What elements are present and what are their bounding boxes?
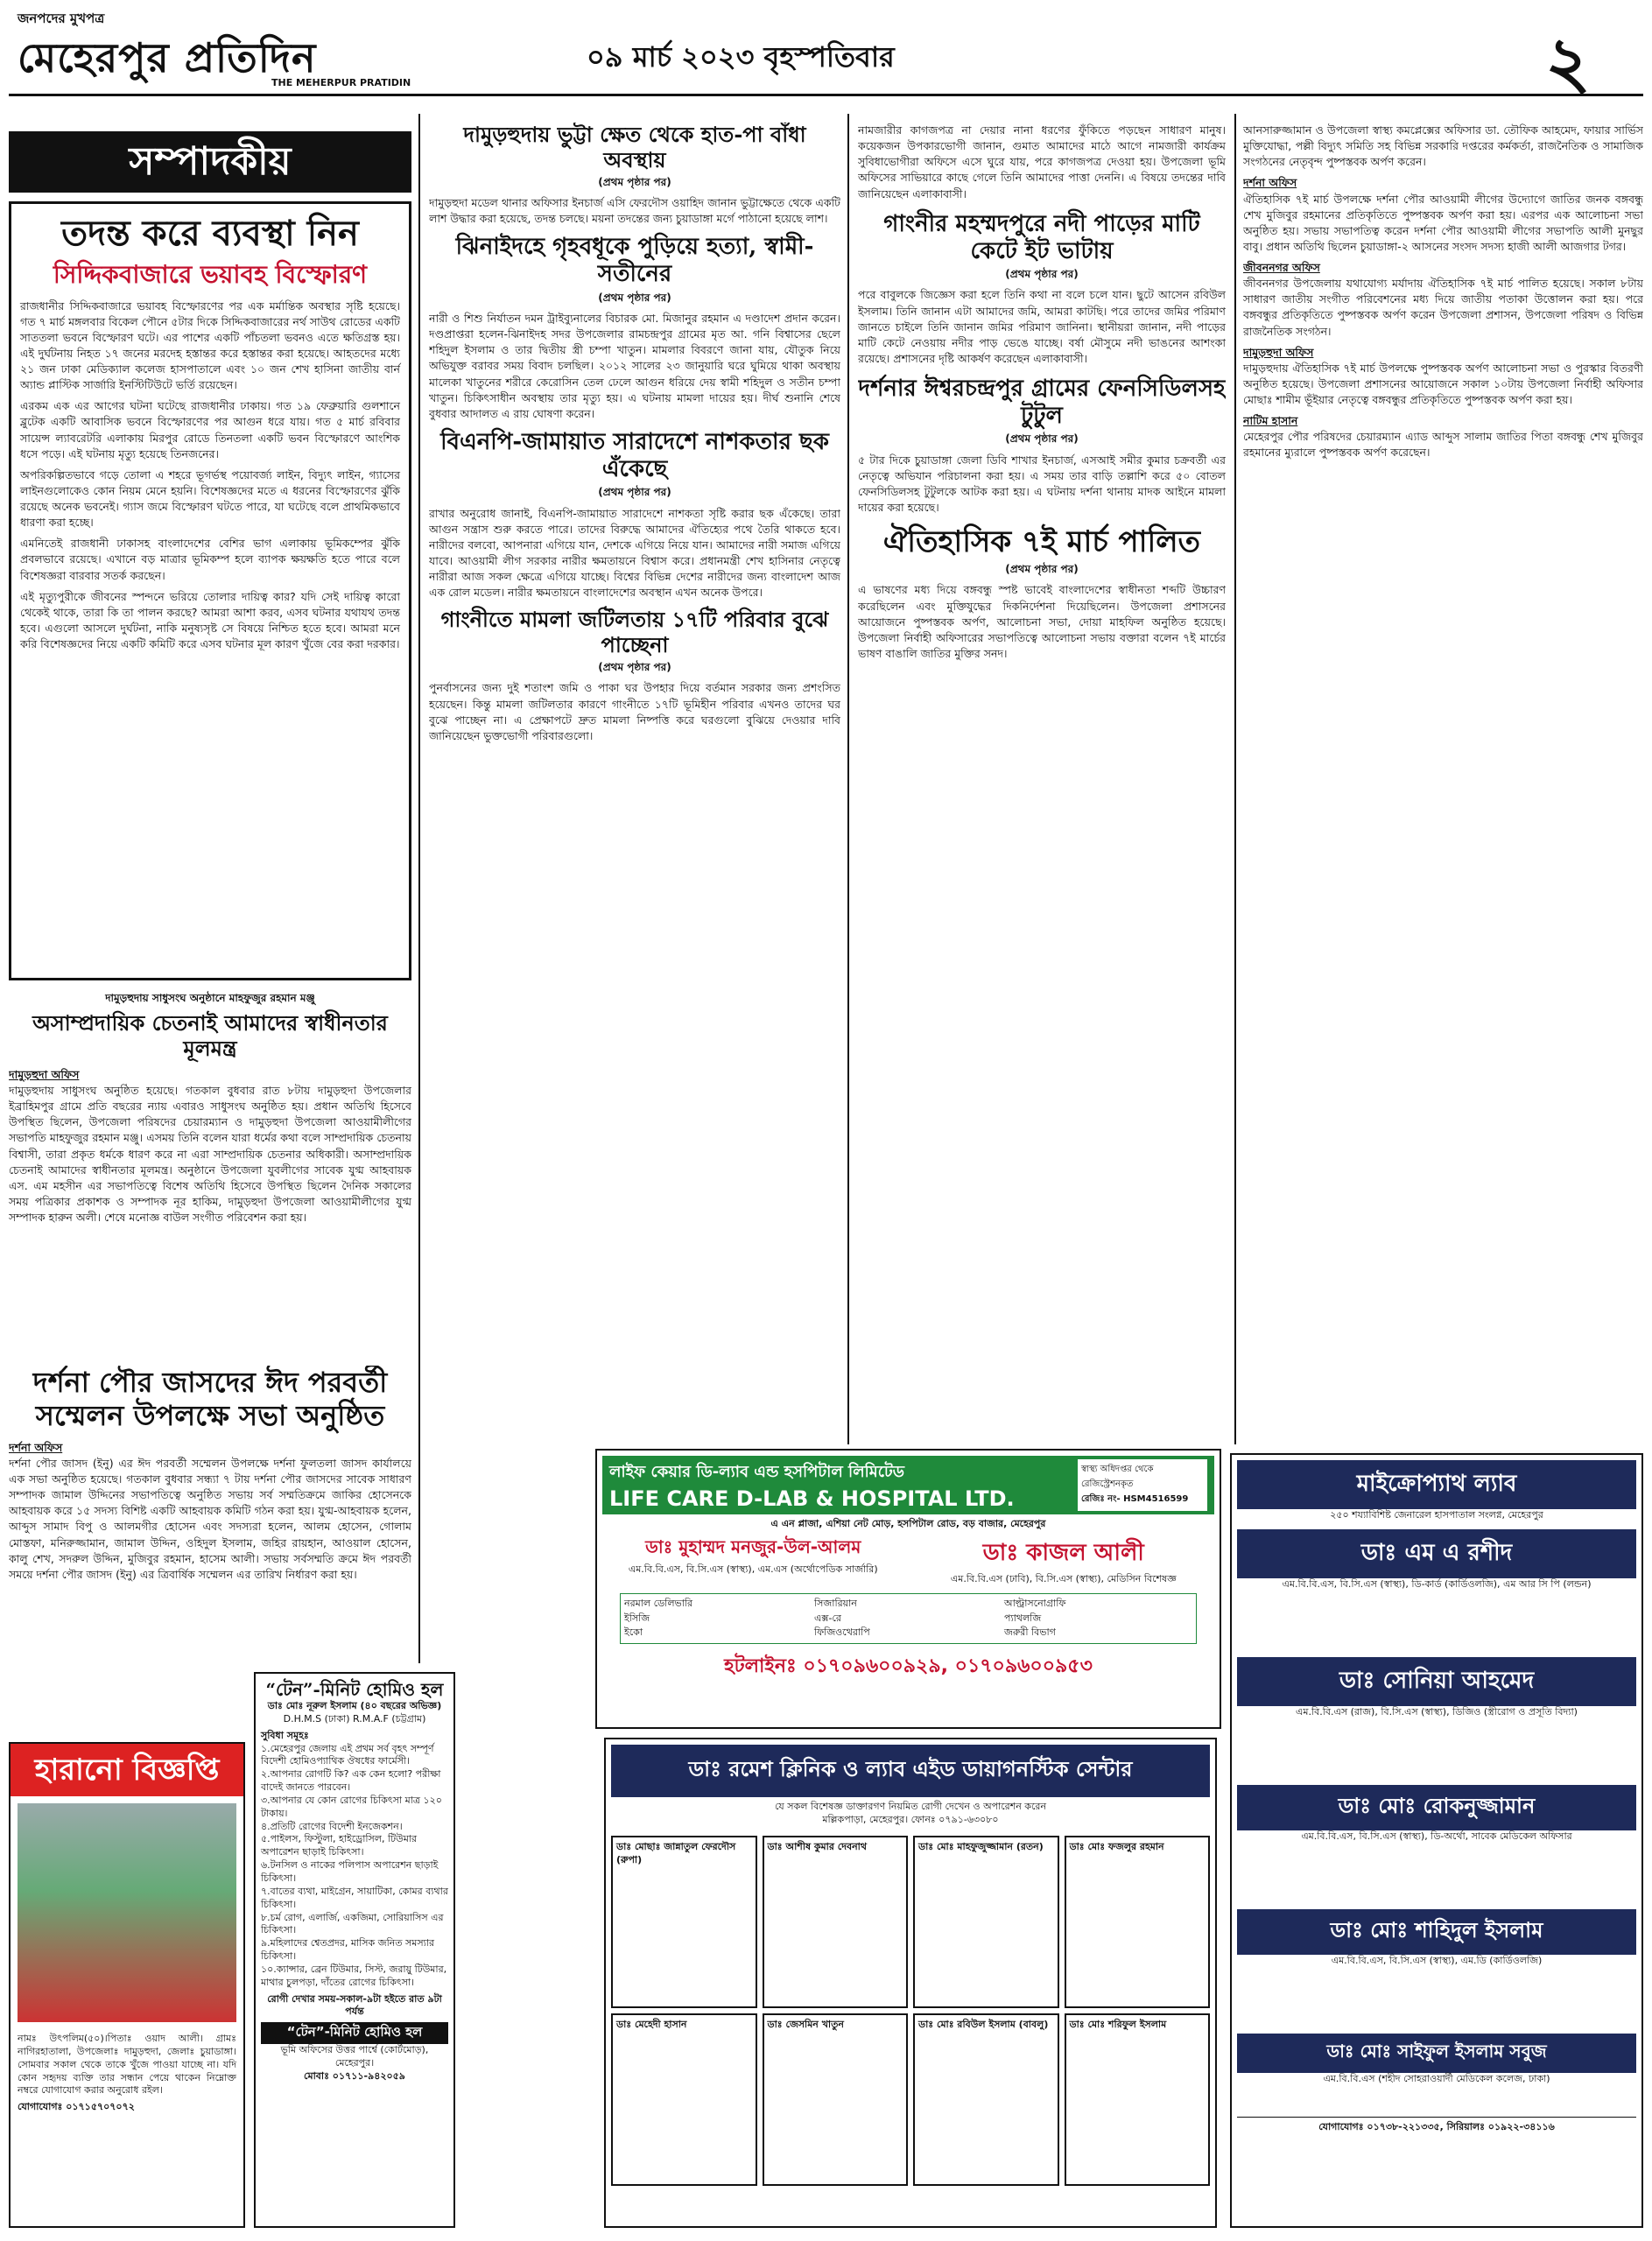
story-kicker: দামুড়হুদায় সাধুসংঘ অনুষ্ঠানে মাহফুজুর রহমান মঞ্জু	[105, 992, 315, 1004]
story-body: আনসারুজ্জামান ও উপজেলা স্বাস্থ্য কমপ্লেক্সের অফিসার ডা. তৌফিক আহমেদ, ফায়ার সার্ভিস মুক্তিযোদ্ধা, পল্লী বিদ্যুৎ সমিতি সহ বিভিন্ন সরকারি দপ্তরের কর্মকর্তা, রাজনৈতিক ও সামাজিক সংগঠনের নেতৃবৃন্দ পুষ্পস্তবক অর্পণ করেন।	[1243, 123, 1643, 169]
story-title: দামুড়হুদায় ভুট্টা ক্ষেত থেকে হাত-পা বাঁধা অবস্থায়	[463, 123, 806, 172]
ramesh-subtitle: যে সকল বিশেষজ্ঞ ডাক্তারগণ নিয়মিত রোগী দেখেন ও অপারেশন করেন	[774, 1801, 1047, 1812]
homeo-feature: ৩.আপনার যে কোন রোগের চিকিৎসা মাত্র ১২০ টাকায়।	[261, 1794, 442, 1819]
story-kicker: (প্রথম পৃষ্ঠার পর)	[598, 660, 671, 673]
column-4	[1243, 123, 1643, 1444]
missing-person-photo	[18, 1803, 236, 2022]
story-body: জীবননগর উপজেলায় যথাযোগ্য মর্যাদায় ঐতিহাসিক ৭ই মার্চ পালিত হয়েছে। সকাল ৮টায় সাধারণ জাতীয় সংগীত পরিবেশনের মধ্য দিয়ে জাতীয় পতাকা উত্তোলন করা হয়। পরে বঙ্গবন্ধুর প্রতিকৃতিতে পুষ্পস্তবক অর্পণ করেন উপজেলা প্রশাসন, উপজেলা পরিষদ ও বিভিন্ন রাজনৈতিক সংগঠন।	[1243, 277, 1643, 338]
editorial-title: তদন্ত করে ব্যবস্থা নিন	[61, 213, 359, 254]
homeo-feature: ২.আপনার রোগটি কি? এক কেন হলো? পরীক্ষা বাদেই জানতে পারবেন।	[261, 1768, 441, 1794]
column-divider	[418, 114, 420, 1663]
homeo-feature: ৭.বাতের ব্যথা, মাইগ্রেন, সায়াটিকা, কোমর ব্যথার চিকিৎসা।	[261, 1885, 448, 1910]
story-kicker: (প্রথম পৃষ্ঠার পর)	[598, 175, 671, 188]
story-kicker: (প্রথম পৃষ্ঠার পর)	[598, 486, 671, 499]
editorial-paragraph: এরকম এক এর আগের ঘটনা ঘটেছে রাজধানীর ঢাকায়। গত ১৯ ফেব্রুয়ারি গুলশানে ব্লুটেক একটি আবাসিক ভবনে বিস্ফোরণের পর আগুন ধরে যায়। গত ৫ মার্চ রবিবার সায়েন্স ল্যাবরেটরি এলাকায় মিরপুর রোডে তিনতলা একটি ভবন বিস্ফোরণে আংশিক ধসে পড়ে। এই ঘটনায় মৃত্যু হয়েছে তিনজনের।	[20, 399, 400, 460]
lifecare-title-en: LIFE CARE D-LAB & HOSPITAL LTD.	[609, 1486, 1015, 1511]
story-title: গাংনীর মহম্মদপুরে নদী পাড়ের মাটি কেটে ইট ভাটায়	[883, 210, 1200, 264]
micropath-doctor-degree: এম.বি.বি.এস (রাজ), বি.সি.এস (স্বাস্থ্য), ডিজিও (স্ত্রীরোগ ও প্রসূতি বিদ্যা)	[1296, 1705, 1578, 1718]
story-title: বিএনপি-জামায়াত সারাদেশে নাশকতার ছক এঁকেছে	[440, 428, 829, 483]
story-body: রাখার অনুরোধ জানাই, বিএনপি-জামায়াত সারাদেশে নাশকতা সৃষ্টি করার ছক এঁকেছে। তারা আগুন সন্ত্রাস শুরু করতে পারে। তাদের বিরুদ্ধে আমাদের ঐতিহ্যের পথে তৈরি থাকতে হবে। নারীদের বলবো, আপনারা এগিয়ে যান, দেশকে এগিয়ে নিয়ে যান। আমাদের নারী সমাজ এগিয়ে যাবে। আওয়ামী লীগ সরকার নারীর ক্ষমতায়নে বিশ্বাস করে। প্রধানমন্ত্রী শেখ হাসিনার নেতৃত্বে নারীরা আজ সকল ক্ষেত্রে এগিয়ে যাচ্ছে। বিশ্বের বিভিন্ন দেশের নারীদের জন্য বাংলাদেশ আজ এক রোল মডেল। নারীর ক্ষমতায়নে বাংলাদেশের অবস্থান এখন অনেক উপরে।	[429, 506, 840, 600]
column-divider	[1234, 114, 1236, 1444]
homeo-ad-footer-name: “টেন”-মিনিট হোমিও হল	[261, 2022, 448, 2044]
masthead-tagline: জনপদের মুখপত্র	[18, 11, 105, 26]
story-body: পরে বাবুলকে জিজ্ঞেস করা হলে তিনি কথা না বলে চলে যান। ছুটে আসেন রবিউল ইসলাম। তিনি জানান এটা আমাদের জমি, আমরা কাটছি। পরে তাদের জমির পরিমাণ জানতে চাইলে তিনি জানান জমির পরিমাণ জানিনা। স্থানীয়রা জানান, নদী পাড়ের মাটি কেটে নেওয়ায় নদীর পাড় ভেঙে যাচ্ছে। বর্ষা মৌসুমে নদী ভাঙনের আশংকা রয়েছে। প্রশাসনের দৃষ্টি আকর্ষণ করেছেন এলাকাবাসী।	[858, 288, 1226, 365]
story-body: ৫ টার দিকে চুয়াডাঙ্গা জেলা ডিবি শাখার ইনচার্জ, এসআই সমীর কুমার চক্রবর্তী এর নেতৃত্বে অভিযান পরিচালনা করা হয়। এ সময় তার বাড়ি তল্লাশি করে ৫০ বোতল ফেনসিডিলসহ টুটুলকে আটক করা হয়। এ ঘটনায় দর্শনা থানায় মাদক আইনে মামলা দায়ের করা হয়েছে।	[858, 453, 1226, 515]
lifecare-hotline: হটলাইনঃ ০১৭০৯৬০০৯২৯, ০১৭০৯৬০০৯৫৩	[724, 1655, 1093, 1678]
ramesh-clinic-ad	[604, 1738, 1217, 2228]
story-body: মেহেরপুর পৌর পরিষদের চেয়ারম্যান এ্যাড আব্দুস সালাম জাতির পিতা বঙ্গবন্ধু শেখ মুজিবুর রহমানের ম্যুরালে পুষ্পস্তবক অর্পণ করেছেন।	[1243, 430, 1643, 460]
lifecare-doctor-2: ডাঃ কাজল আলী	[982, 1539, 1144, 1566]
lifecare-header	[602, 1456, 1214, 1514]
story-body: ঐতিহাসিক ৭ই মার্চ উপলক্ষে দর্শনা পৌর আওয়ামী লীগের উদ্যোগে জাতির জনক বঙ্গবন্ধু শেখ মুজিবুর রহমানের প্রতিকৃতিতে পুষ্পস্তবক অর্পণ করা হয়। এরপর এক আলোচনা সভা অনুষ্ঠিত হয়। সভায় সভাপতিত্ব করেন দর্শনা পৌর আওয়ামী লীগের সভাপতি আলী মুনছুর বাবু। প্রধান অতিথি ছিলেন চুয়াডাঙ্গা-২ আসনের সংসদ সদস্য হাজী আলী আজগার টগর।	[1243, 192, 1643, 253]
page-number: ২	[1544, 21, 1591, 103]
ramesh-title: ডাঃ রমেশ ক্লিনিক ও ল্যাব এইড ডায়াগনস্টিক সেন্টার	[611, 1745, 1210, 1797]
story-body: পুনর্বাসনের জন্য দুই শতাংশ জমি ও পাকা ঘর উপহার দিয়ে বর্তমান সরকার জন্য প্রশংসিত হয়েছেন। কিন্তু মামলা জটিলতার কারণে গাংনীতে ১৭টি ভূমিহীন পরিবার এখনও তাদের ঘর বুঝে পাচ্ছেন না। এ প্রেক্ষাপটে দ্রুত মামলা নিষ্পত্তি করে ঘরগুলো বুঝিয়ে দেওয়ার দাবি জানিয়েছেন ভুক্তভোগী পরিবারগুলো।	[429, 681, 840, 742]
story-dateline: দর্শনা অফিস	[9, 1440, 63, 1454]
service-item: ফিজিওথেরাপি	[814, 1626, 870, 1639]
homeo-ad-title: “টেন”-মিনিট হোমিও হল	[265, 1679, 444, 1700]
micropath-title: মাইক্রোপ্যাথ ল্যাব	[1237, 1460, 1636, 1509]
service-item: আল্ট্রাসনোগ্রাফি	[1004, 1597, 1066, 1609]
lifecare-doctor-1: ডাঃ মুহাম্মদ মনজুর-উল-আলম	[645, 1535, 861, 1557]
lost-notice-banner: হারানো বিজ্ঞপ্তি	[11, 1744, 243, 1796]
story-kicker: (প্রথম পৃষ্ঠার পর)	[1005, 563, 1079, 576]
masthead	[9, 9, 1643, 103]
lifecare-reg-no: রেজিঃ নং- HSM4516599	[1081, 1494, 1189, 1504]
micropath-doctor-degree: এম.বি.বি.এস, বি.সি.এস (স্বাস্থ্য), ডি-কার্ড (কার্ডিওলজি), এম আর সি পি (লন্ডন)	[1282, 1577, 1592, 1590]
homeo-ad-address: ভূমি অফিসের উত্তর পার্শ্বে (কোর্টমোড়), মেহেরপুর।	[280, 2044, 429, 2069]
story-title: ঝিনাইদহে গৃহবধূকে পুড়িয়ে হত্যা, স্বামী-সতীনের	[455, 234, 814, 288]
editorial-paragraph: এমনিতেই রাজধানী ঢাকাসহ বাংলাদেশের বেশির ভাগ এলাকায় ভূমিকম্পের ঝুঁকি প্রবলভাবে রয়েছে। এখানে বড় মাত্রার ভূমিকম্প হলে ব্যাপক ক্ষয়ক্ষতি হতে পারে বলে বিশেষজ্ঞরা বারবার সতর্ক করছেন।	[20, 537, 400, 582]
issue-date: ০৯ মার্চ ২০২৩ বৃহস্পতিবার	[587, 40, 895, 74]
lifecare-doctor-1-degree: এম.বি.বি.এস, বি.সি.এস (স্বাস্থ্য), এম.এস (অর্থোপেডিক সার্জারি)	[628, 1563, 878, 1575]
homeo-ad-features-title: সুবিধা সমূহঃ	[261, 1729, 309, 1741]
story-kicker: (প্রথম পৃষ্ঠার পর)	[598, 291, 671, 304]
lost-notice-contact: যোগাযোগঃ ০১৭১৫৭০৭০৭২	[18, 2101, 135, 2113]
homeo-feature: ৫.পাইলস, ফিস্টুলা, হাইড্রোসিল, টিউমার অপারেশন ছাড়াই চিকিৎসা।	[261, 1833, 418, 1858]
story-title: গাংনীতে মামলা জটিলতায় ১৭টি পরিবার বুঝে পাচ্ছেনা	[440, 607, 829, 658]
lifecare-hospital-ad	[595, 1449, 1221, 1729]
micropath-doctor-degree: এম.বি.বি.এস, বি.সি.এস (স্বাস্থ্য), ডি-অর্থো, সাবেক মেডিকেল অফিসার	[1301, 1830, 1572, 1842]
doctor-card: ডাঃ মোছাঃ জান্নাতুল ফেরদৌস (রুপা)	[611, 1836, 757, 2008]
lost-notice	[9, 1742, 245, 2228]
lifecare-doctor-2-degree: এম.বি.বি.এস (ঢাবি), বি.সি.এস (স্বাস্থ্য), মেডিসিন বিশেষজ্ঞ	[950, 1572, 1177, 1584]
doctor-card: ডাঃ মোঃ শরিফুল ইসলাম	[1065, 2013, 1211, 2186]
service-item: ইসিজি	[624, 1612, 650, 1624]
column-2	[429, 123, 840, 1663]
lifecare-reg-text: স্বাস্থ্য অধিদপ্তর থেকে রেজিস্ট্রেশনকৃত	[1081, 1465, 1154, 1489]
homeo-ad-phone: মোবাঃ ০১৭১১-৯৪২০৫৯	[304, 2069, 405, 2082]
editorial-paragraph: রাজধানীর সিদ্দিকবাজারে ভয়াবহ বিস্ফোরণের পর এক মর্মান্তিক অবস্থার সৃষ্টি হয়েছে। গত ৭ মার্চ মঙ্গলবার বিকেল পৌনে ৫টার দিকে সিদ্দিকবাজারের নর্থ সাউথ রোডের একটি সাততলা ভবনে বিস্ফোরণ ঘটে। এর পাশের একটি পাঁচতলা ভবনও এতে ক্ষতিগ্রস্ত হয়। এই দুর্ঘটনায় নিহত ১৭ জনের মরদেহ হস্তান্তর করে হস্তান্তর করা হয়েছে। আহতদের মধ্যে ২১ জন ঢাকা মেডিক্যাল কলেজ হাসপাতালে এবং ১০ জন শেখ হাসিনা জাতীয় বার্ন অ্যান্ড প্লাস্টিক সার্জারি ইনস্টিটিউটে ভর্তি রয়েছেন।	[20, 299, 400, 392]
story-dateline: দামুড়হুদা অফিস	[9, 1067, 80, 1081]
micropath-lab-ad	[1230, 1453, 1643, 2228]
micropath-doctor	[1237, 1657, 1636, 1785]
homeo-ad-doctor: ডাঃ মোঃ নূরুল ইসলাম (৪০ বছরের অভিজ্ঞ)	[267, 1700, 442, 1711]
doctor-card: ডাঃ মোঃ মাহফুজুজ্জামান (রতন)	[913, 1836, 1059, 2008]
service-item: সিজারিয়ান	[814, 1597, 857, 1609]
homeo-feature: ১০.ক্যান্সার, ব্রেন টিউমার, সিস্ট, জরায়ু টিউমার, মাথার চুলপড়া, দাঁতের রোগের চিকিৎসা।	[261, 1963, 447, 1988]
lifecare-services	[620, 1593, 1197, 1645]
story-title: দর্শনা পৌর জাসদের ঈদ পরবর্তী সম্মেলন উপলক্ষে সভা অনুষ্ঠিত	[32, 1366, 388, 1433]
story-secularism	[9, 989, 411, 1357]
story-body: নামজারীর কাগজপত্র না দেয়ার নানা ধরণের ফুঁকিতে পড়ছেন সাধারণ মানুষ। কয়েকজন উপকারভোগী জানান, গুমাত আমাদের মাঠে আগে নামজারী কার্যক্রম সুবিধাভোগীরা অফিসে এসে ঘুরে যায়, পরে কাগজপত্র দেওয়া হয়। উপজেলা ভূমি অফিসের সাভিয়ারে কাছে গেলে তিনি আমাদের পাত্তা দেননি। এ বিষয়ে তদন্তের দাবি জানিয়েছেন এলাকাবাসী।	[858, 123, 1226, 200]
doctor-card: ডাঃ জেসমিন খাতুন	[763, 2013, 909, 2186]
micropath-doctor	[1237, 1909, 1636, 2034]
micropath-doctor	[1237, 1785, 1636, 1909]
micropath-address: ২৫০ শয্যাবিশিষ্ট জেনারেল হাসপাতাল সংলগ্ন, মেহেরপুর	[1330, 1509, 1543, 1521]
lifecare-title-bn: লাইফ কেয়ার ডি-ল্যাব এন্ড হসপিটাল লিমিটেড	[609, 1463, 905, 1481]
story-body: দামুড়হুদা মডেল থানার অফিসার ইনচার্জ এসি ফেরদৌস ওয়াহিদ জানান ভুট্টাক্ষেতে থেকে একটি লাশ উদ্ধার করা হয়েছে, তদন্ত চলছে। ময়না তদন্তের জন্য চুয়াডাঙ্গা মর্গে পাঠানো হয়েছে লাশ।	[429, 195, 840, 226]
story-body: দর্শনা পৌর জাসদ (ইনু) এর ঈদ পরবর্তী সম্মেলন উপলক্ষে দর্শনা ফুলতলা জাসদ কার্যালয়ে এক সভা অনুষ্ঠিত হয়েছে। গতকাল বুধবার সন্ধ্যা ৭ টায় দর্শনা পৌর জাসদের সাবেক সাধারণ সম্পাদক জামাল উদ্দিনের সভাপতিত্বে অনুষ্ঠিত সভায় সর্ব সম্মতিক্রমে জাকির হোসেনকে আহবায়ক করে ১৫ সদস্য বিশিষ্ট একটি আহবায়ক কমিটি গঠন করা হয়। যুগ্ম-আহবায়ক হলেন, আব্দুস সামাদ বিপু ও আলমগীর হোসেন এবং সদস্যরা হলেন, আলম হোসেন, গোলাম মোস্তফা, মনিরুজ্জামান, জামাল উদ্দিন, ওহিদুল ইসলাম, জহির রায়হান, আওয়াল হোসেন, কালু শেখ, সদরুল উদ্দিন, মুজিবুর রহমান, হাসেম আলী। সভায় সর্বসম্মতি ক্রমে ঈদ পরবর্তী সময়ে দর্শনা পৌর জাসদ (ইনু) এর ত্রিবার্ষিক সম্মেলন এর তারিখ নির্ধারণ করা হয়।	[9, 1456, 411, 1581]
homeo-ad-hours: রোগী দেখার সময়-সকাল-৯টা হইতে রাত ৯টা পর্যন্ত	[267, 1992, 442, 2018]
ramesh-doctor-grid	[611, 1836, 1210, 2186]
homeo-ad-degree: D.H.M.S (ঢাকা) R.M.A.F (চট্টগ্রাম)	[283, 1712, 426, 1725]
homeo-feature: ১.মেহেরপুর জেলায় এই প্রথম সর্ব বৃহৎ সম্পূর্ণ বিদেশী হোমিওপ্যাথিক ঔষধের ফার্মেসী।	[261, 1742, 434, 1767]
service-item: জরুরী বিভাগ	[1004, 1626, 1056, 1639]
homeo-feature: ৯.মহিলাদের শ্বেতপ্রদর, মাসিক জনিত সমস্যার চিকিৎসা।	[261, 1937, 435, 1963]
lost-notice-body: নামঃ উৎপলিম(৫০)।পিতাঃ ওয়াদ আলী। গ্রামঃ নাগিরহাতালা, উপজেলাঃ দামুড়হুদা, জেলাঃ চুয়াডাঙ্গা। সোমবার সকাল থেকে তাকে খুঁজে পাওয়া যাচ্ছে না। যদি কোন সহৃদয় ব্যক্তি তার সন্ধান পেয়ে থাকেন নিম্নোক্ত নম্বরে যোগাযোগ করার অনুরোধ রইল।	[18, 2033, 236, 2097]
homeo-feature: ৬.টনসিল ও নাকের পলিপাস অপারেশন ছাড়াই চিকিৎসা।	[261, 1859, 439, 1884]
micropath-doctor-degree: এম.বি.বি.এস (শহীদ সোহরাওয়ার্দী মেডিকেল কলেজ, ঢাকা)	[1323, 2072, 1550, 2084]
story-dateline: দামুড়হুদা অফিস	[1243, 345, 1314, 359]
editorial-box	[9, 201, 411, 980]
story-dateline: নাটিম হাসান	[1243, 414, 1298, 428]
story-dateline: দর্শনা অফিস	[1243, 176, 1297, 190]
service-item: প্যাথলজি	[1004, 1612, 1042, 1624]
story-body: এ ভাষণের মধ্য দিয়ে বঙ্গবন্ধু স্পষ্ট ভাবেই বাংলাদেশের স্বাধীনতা শব্দটি উচ্চারণ করেছিলেন এবং মুক্তিযুদ্ধের দিকনির্দেশনা দিয়েছিলেন। উপজেলা প্রশাসনের আয়োজনে পুষ্পস্তবক অর্পণ, আলোচনা সভা, দোয়া মাহফিল অনুষ্ঠিত হয়েছে। উপজেলা নির্বাহী অফিসারের সভাপতিত্বে আলোচনা সভায় বক্তারা বলেন ৭ই মার্চের ভাষণ বাঙালি জাতির মুক্তির সনদ।	[858, 583, 1226, 660]
doctor-card: ডাঃ আশীষ কুমার দেবনাথ	[763, 1836, 909, 2008]
ramesh-address: মল্লিকপাড়া, মেহেরপুর। ফোনঃ ০৭৯১-৬৩০৮০	[822, 1813, 999, 1825]
micropath-doctor	[1237, 1529, 1636, 1657]
story-title: অসাম্প্রদায়িক চেতনাই আমাদের স্বাধীনতার মূলমন্ত্র	[32, 1010, 388, 1062]
editorial-paragraph: এই মৃত্যুপুরীকে জীবনের স্পন্দনে ভরিয়ে তোলার দায়িত্ব কার? যদি সেই দায়িত্ব কারো থেকেই থাকে, তারা কি তা পালন করছে? আমরা আশা করব, এসব ঘটনার যথাযথ তদন্ত হবে। এগুলো আসলে দুর্ঘটনা, নাকি মনুষ্যসৃষ্ট সে বিষয়ে নিশ্চিত হতে হবে। আমরা মনে করি বিশেষজ্ঞদের নিয়ে একটি কমিটি করে এসব ঘটনার মূল কারণ খুঁজে বের করা দরকার।	[20, 589, 400, 651]
homeo-feature: ৪.প্রতিটি রোগের বিদেশী ইনজেকশন।	[261, 1820, 403, 1832]
story-title: দর্শনার ঈশ্বরচন্দ্রপুর গ্রামের ফেনসিডিলসহ টুটুল	[858, 376, 1226, 430]
service-item: নরমাল ডেলিভারি	[624, 1597, 693, 1609]
story-body: দামুড়হুদায় সাধুসংঘ অনুষ্ঠিত হয়েছে। গতকাল বুধবার রাত ৮টায় দামুড়হুদা উপজেলার ইব্রাহিমপুর গ্রামে প্রতি বছরের ন্যায় এবারও সাধুসংঘ অনুষ্ঠিত হয়। প্রধান অতিথি হিসেবে উপস্থিত ছিলেন, উপজেলা পরিষদের চেয়ারম্যান ও দামুড়হুদা উপজেলা আওয়ামীলীগের সভাপতি মাহফুজুর রহমান মঞ্জু। এসময় তিনি বলেন যারা ধর্মের কথা বলে সাম্প্রদায়িক চেতনায় বিশ্বাসী, তারা প্রকৃত ধর্মকে ধারণ করে না এরা সাম্প্রদায়িক চেতনার অধিকারী। অসাম্প্রদায়িক চেতনাই আমাদের স্বাধীনতার মূলমন্ত্র। অনুষ্ঠানে উপজেলা যুবলীগের সাবেক যুগ্ম আহবায়ক এস. এম মহসীন এর সভাপতিত্বে বিশেষ অতিথি হিসেবে উপস্থিত ছিলেন দৈনিক সকালের সময় পত্রিকার প্রকাশক ও সম্পাদক নূর হাকিম, দামুড়হুদা উপজেলা আওয়ামীলীগের যুগ্ম সম্পাদক হারুন অলী। শেষে মনোজ্ঞ বাউল সংগীত পরিবেশন করা হয়।	[9, 1084, 411, 1225]
micropath-doctor	[1237, 2034, 1636, 2117]
editorial-subtitle: সিদ্দিকবাজারে ভয়াবহ বিস্ফোরণ	[53, 260, 368, 289]
doctor-card: ডাঃ মেহেদী হাসান	[611, 2013, 757, 2186]
story-body: নারী ও শিশু নির্যাতন দমন ট্রাইব্যুনালের বিচারক মো. মিজানুর রহমান এ দণ্ডাদেশ প্রদান করেন। দণ্ডপ্রাপ্তরা হলেন-ঝিনাইদহ সদর উপজেলার রামচন্দ্রপুর গ্রামের মৃত আ. গনি বিশ্বাসের ছেলে শহিদুল ইসলাম ও তার দ্বিতীয় স্ত্রী চম্পা খাতুন। মামলার বিবরণে জানা যায়, যৌতুক নিয়ে অভিযুক্ত বরাবর সময় বিবাদ চলছিল। ২০১২ সালের ২৩ জানুয়ারি ঘরে ঘুমিয়ে থাকা অবস্থায় মালেকা খাতুনের শরীরে কেরোসিন তেল ঢেলে আগুন ধরিয়ে দেয় স্বামী শহিদুল ও সতীন চম্পা খাতুন। চিকিৎসাধীন অবস্থায় তার মৃত্যু হয়। এ ঘটনায় মামলা দায়ের হয়। দীর্ঘ শুনানি শেষে বুধবার আদালত এ রায় ঘোষণা করেন।	[429, 312, 840, 420]
micropath-doctor-name: ডাঃ মোঃ সাইফুল ইসলাম সবুজ	[1237, 2034, 1636, 2073]
doctor-card: ডাঃ মোঃ ফজলুর রহমান	[1065, 1836, 1211, 2008]
column-divider	[847, 114, 849, 1444]
story-title: ঐতিহাসিক ৭ই মার্চ পালিত	[882, 524, 1201, 560]
newspaper-brand: মেহেরপুর প্রতিদিন	[18, 34, 317, 81]
service-item: এক্স-রে	[814, 1612, 841, 1624]
story-kicker: (প্রথম পৃষ্ঠার পর)	[1005, 432, 1079, 446]
story-dateline: জীবননগর অফিস	[1243, 261, 1320, 274]
micropath-doctor-name: ডাঃ সোনিয়া আহমেদ	[1237, 1657, 1636, 1706]
homeo-hall-ad	[254, 1672, 455, 2228]
newspaper-brand-en: THE MEHERPUR PRATIDIN	[271, 77, 411, 88]
micropath-doctor-name: ডাঃ এম এ রশীদ	[1237, 1529, 1636, 1578]
editorial-banner: সম্পাদকীয়	[9, 131, 411, 193]
editorial-paragraph: অপরিকল্পিতভাবে গড়ে তোলা এ শহরে ভূগর্ভস্থ পয়োবর্জ্য লাইন, বিদ্যুৎ লাইন, গ্যাসের লাইনগুলোকেও কোন নিয়ম মেনে হয়নি। বিশেষজ্ঞদের মতে এ ধরনের বিস্ফোরণের ঝুঁকি রয়েছে অনেক ভবনেই। গ্যাস জমে বিস্ফোরণ ঘটতে পারে, যা ঘটেছে বলে প্রাথমিকভাবে ধারণা করা হচ্ছে।	[20, 467, 400, 530]
lifecare-registration	[1078, 1459, 1207, 1511]
story-kicker: (প্রথম পৃষ্ঠার পর)	[1005, 268, 1079, 280]
column-3	[858, 123, 1226, 1444]
micropath-doctor-name: ডাঃ মোঃ শাহিদুল ইসলাম	[1237, 1909, 1636, 1955]
service-item: ইকো	[624, 1626, 643, 1639]
lifecare-address: এ এন প্লাজা, এশিয়া নেট মোড়, হসপিটাল রোড, বড় বাজার, মেহেরপুর	[770, 1518, 1046, 1529]
homeo-feature: ৮.চর্ম রোগ, এলার্জি, একজিমা, সোরিয়াসিস এর চিকিৎসা।	[261, 1911, 444, 1936]
story-body: দামুড়হুদায় ঐতিহাসিক ৭ই মার্চ উপলক্ষে পুষ্পস্তবক অর্পণ আলোচনা সভা ও পুরস্কার বিতরণী অনুষ্ঠিত হয়েছে। উপজেলা প্রশাসনের আয়োজনে সকাল ১০টায় উপজেলা নির্বাহী অফিসার মোছাঃ শামীম ভূঁইয়ার নেতৃত্বে বঙ্গবন্ধুর প্রতিকৃতিতে পুষ্পস্তবক অর্পণ করা হয়।	[1243, 361, 1643, 406]
doctor-card: ডাঃ মোঃ রবিউল ইসলাম (বাবলু)	[913, 2013, 1059, 2186]
micropath-doctor-degree: এম.বি.বি.এস, বি.সি.এস (স্বাস্থ্য), এম.ডি (কার্ডিওলজি)	[1331, 1954, 1543, 1966]
micropath-doctor-name: ডাঃ মোঃ রোকনুজ্জামান	[1237, 1785, 1636, 1830]
micropath-contact: যোগাযোগঃ ০১৭৩৮-২২১৩৩৫, সিরিয়ালঃ ০১৯২২-৩৪১১৬	[1237, 2117, 1636, 2134]
